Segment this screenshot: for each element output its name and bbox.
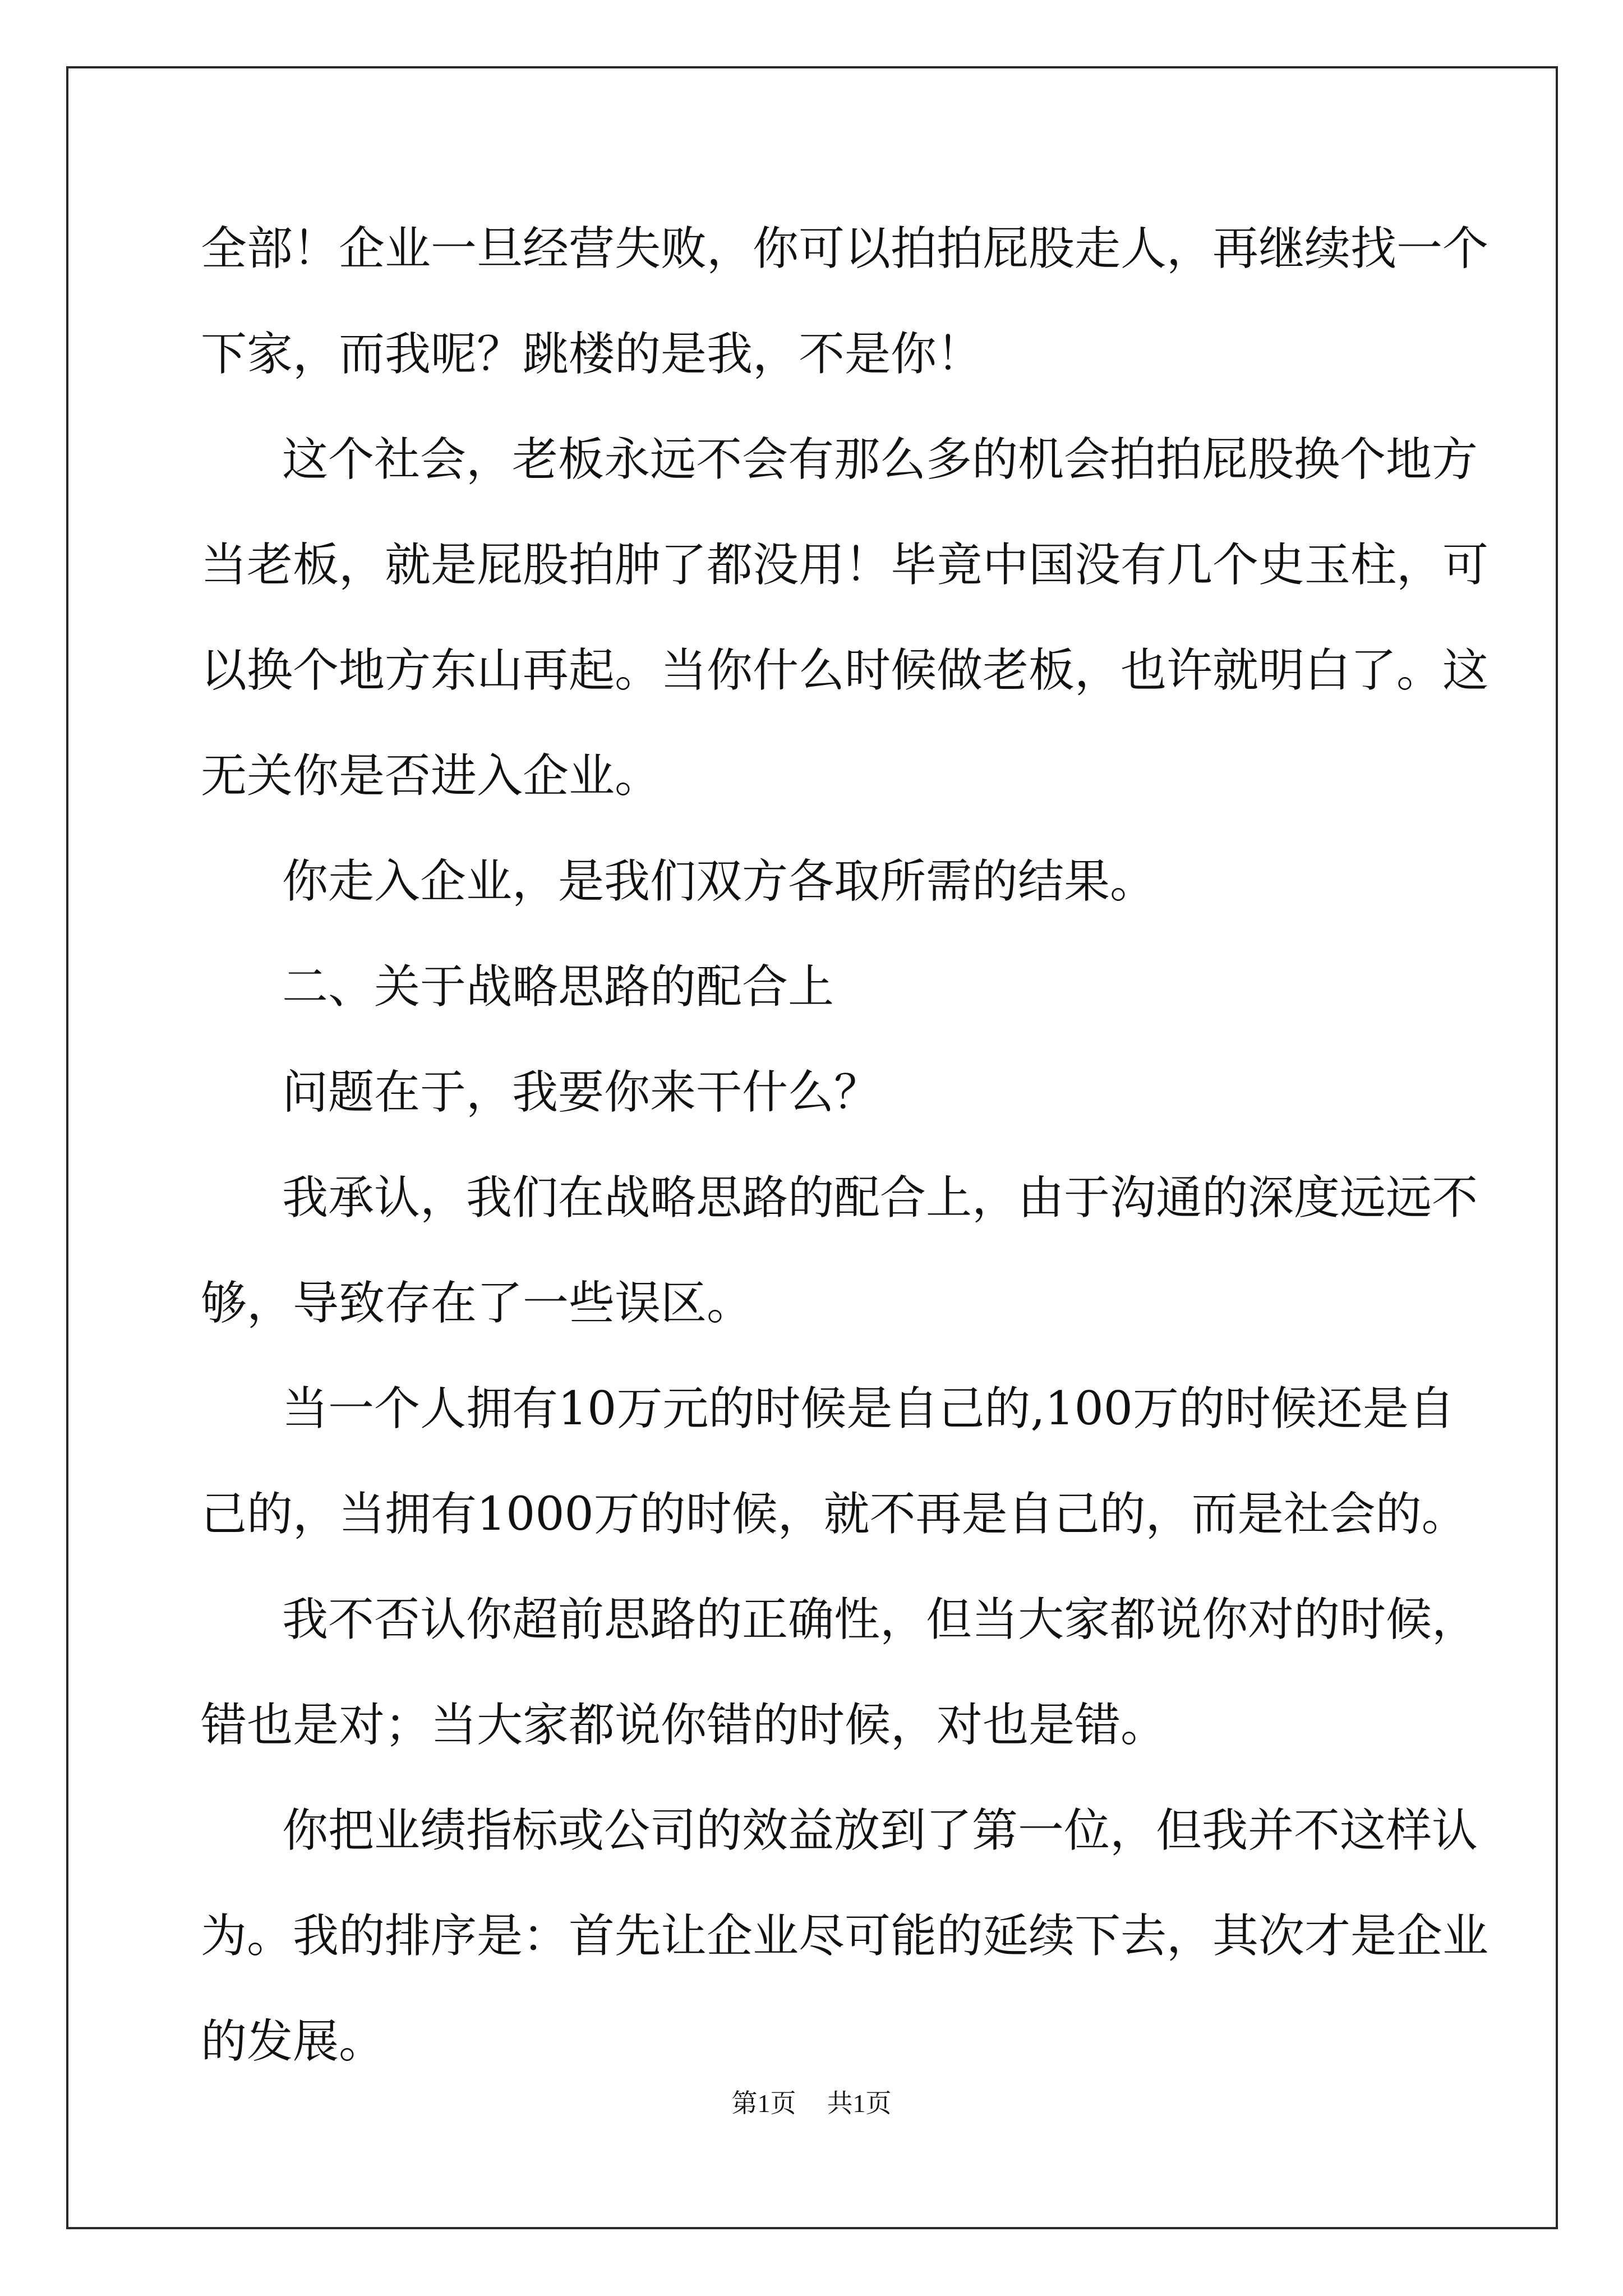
paragraph-1: 全部！企业一旦经营失败，你可以拍拍屁股走人，再继续找一个下家，而我呢？跳楼的是我，不是你！ [201, 222, 1489, 381]
paragraph-9: 你把业绩指标或公司的效益放到了第一位，但我并不这样认为。我的排序是：首先让企业尽可能的延续下去，其次才是企业的发展。 [201, 1804, 1489, 2068]
paragraph-5: 问题在于，我要你来干什么？ [282, 1066, 880, 1119]
paragraph-2: 这个社会，老板永远不会有那么多的机会拍拍屁股换个地方当老板，就是屁股拍肿了都没用！毕竟中国没有几个史玉柱，可以换个地方东山再起。当你什么时候做老板，也许就明白了。这无关你是否进入企业。 [201, 433, 1489, 803]
paragraph-8: 我不否认你超前思路的正确性，但当大家都说你对的时候，错也是对；当大家都说你错的时候，对也是错。 [201, 1593, 1478, 1752]
document-body [201, 196, 1491, 2095]
page-number: 第1页 [731, 2089, 796, 2118]
paragraph-7: 当一个人拥有10万元的时候是自己的,100万的时候还是自己的，当拥有1000万的时候，就不再是自己的，而是社会的。 [201, 1382, 1468, 1541]
paragraph-3: 你走入企业，是我们双方各取所需的结果。 [282, 855, 1156, 908]
paragraph-6: 我承认，我们在战略思路的配合上，由于沟通的深度远远不够，导致存在了一些误区。 [201, 1171, 1478, 1330]
section-heading: 二、关于战略思路的配合上 [282, 960, 834, 1014]
page-footer [0, 2087, 1623, 2120]
page-total: 共1页 [827, 2089, 892, 2118]
